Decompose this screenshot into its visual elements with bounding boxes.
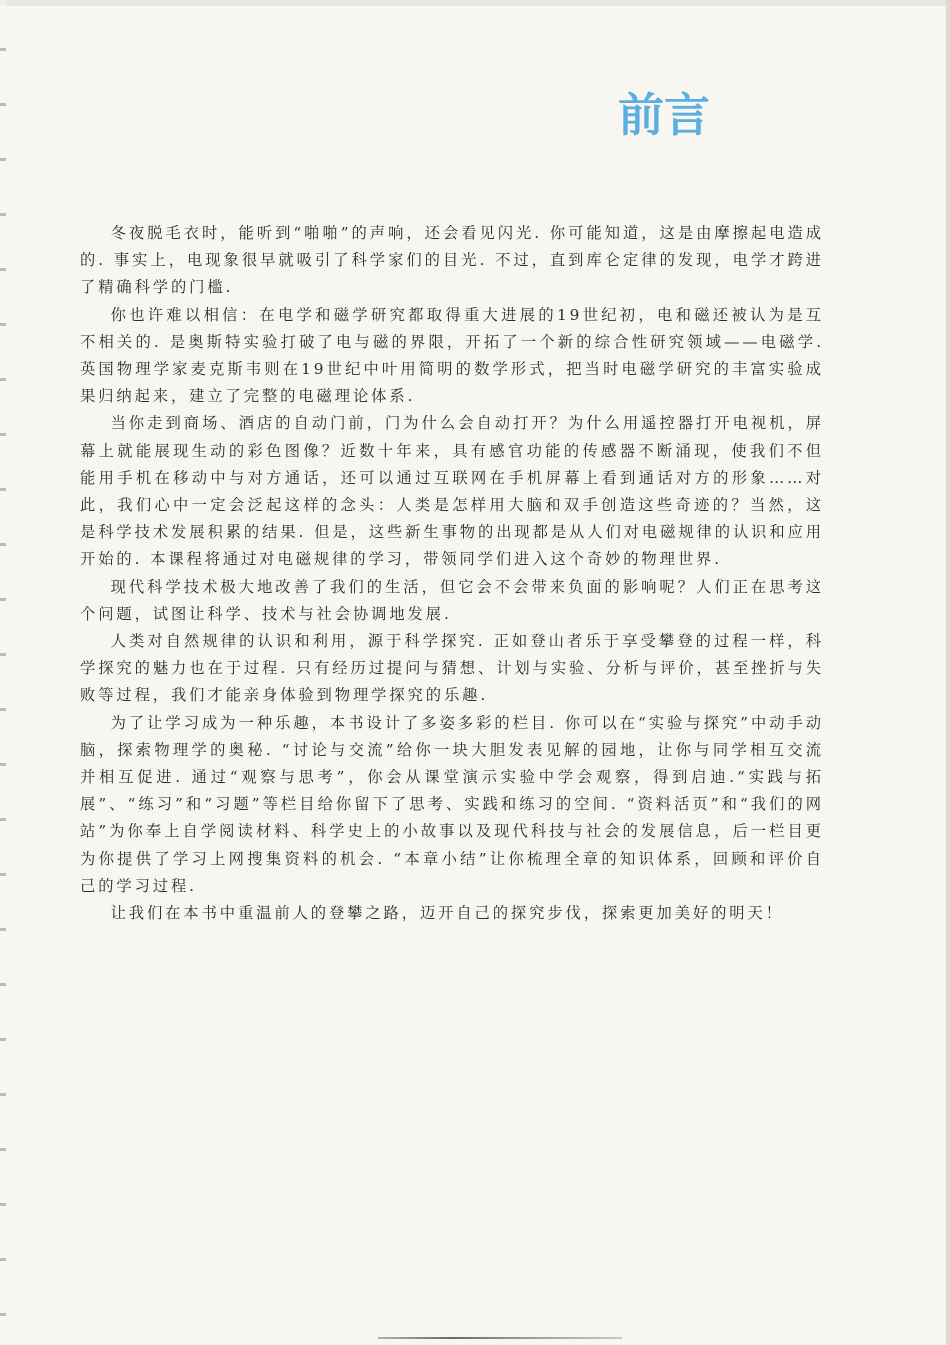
page-title: 前言: [618, 88, 710, 142]
paragraph-7: 让我们在本书中重温前人的登攀之路，迈开自己的探究步伐，探索更加美好的明天！: [110, 904, 784, 923]
left-binding-edge: [0, 0, 6, 1345]
paragraph-6: 为了让学习成为一种乐趣，本书设计了多姿多彩的栏目. 你可以在“实验与探究”中动手动脑，探索物理学的奥秘. “讨论与交流”给你一块大胆发表见解的园地，让你与同学相互交流并相互促进. 通过“观察与思考”，你会从课堂演示实验中学会观察，得到启迪.“实践与拓展”、“练习”和“习题”等栏目给你留下了思考、实践和练习的空间. “资料活页”和“我们的网站”为你奉上自学阅读材料、科学史上的小故事以及现代科技与社会的发展信息，后一栏目更为你提供了学习上网搜集资料的机会. “本章小结”让你梳理全章的知识体系，回顾和评价自己的学习过程.: [80, 713, 824, 895]
paragraph-5: 人类对自然规律的认识和利用，源于科学探究. 正如登山者乐于享受攀登的过程一样，科学探究的魅力也在于过程. 只有经历过提问与猜想、计划与实验、分析与评价，甚至挫折与失败等过程，我们才能亲身体验到物理学探究的乐趣.: [80, 632, 824, 705]
right-scan-edge: [946, 0, 950, 1345]
bottom-scan-mark: [378, 1337, 622, 1339]
paragraph-3: 当你走到商场、酒店的自动门前，门为什么会自动打开？为什么用遥控器打开电视机，屏幕上就能展现生动的彩色图像？近数十年来，具有感官功能的传感器不断涌现，使我们不但能用手机在移动中与对方通话，还可以通过互联网在手机屏幕上看到通话对方的形象……对此，我们心中一定会泛起这样的念头：人类是怎样用大脑和双手创造这些奇迹的？当然，这是科学技术发展积累的结果. 但是，这些新生事物的出现都是从人们对电磁规律的认识和应用开始的. 本课程将通过对电磁规律的学习，带领同学们进入这个奇妙的物理世界.: [80, 414, 824, 569]
top-scan-shadow: [0, 0, 950, 6]
paragraph-4: 现代科学技术极大地改善了我们的生活，但它会不会带来负面的影响呢？人们正在思考这个问题，试图让科学、技术与社会协调地发展.: [80, 577, 824, 623]
paragraph-2: 你也许难以相信：在电学和磁学研究都取得重大进展的19世纪初，电和磁还被认为是互不相关的. 是奥斯特实验打破了电与磁的界限，开拓了一个新的综合性研究领域——电磁学. 英国物理学家麦克斯韦则在19世纪中叶用简明的数学形式，把当时电磁学研究的丰富实验成果归纳起来，建立了完整的电磁理论体系.: [80, 305, 824, 406]
paragraph-1: 冬夜脱毛衣时，能听到“啪啪”的声响，还会看见闪光. 你可能知道，这是由摩擦起电造成的. 事实上，电现象很早就吸引了科学家们的目光. 不过，直到库仑定律的发现，电学才跨进了精确科学的门槛.: [80, 224, 824, 297]
preface-body: [80, 220, 824, 927]
